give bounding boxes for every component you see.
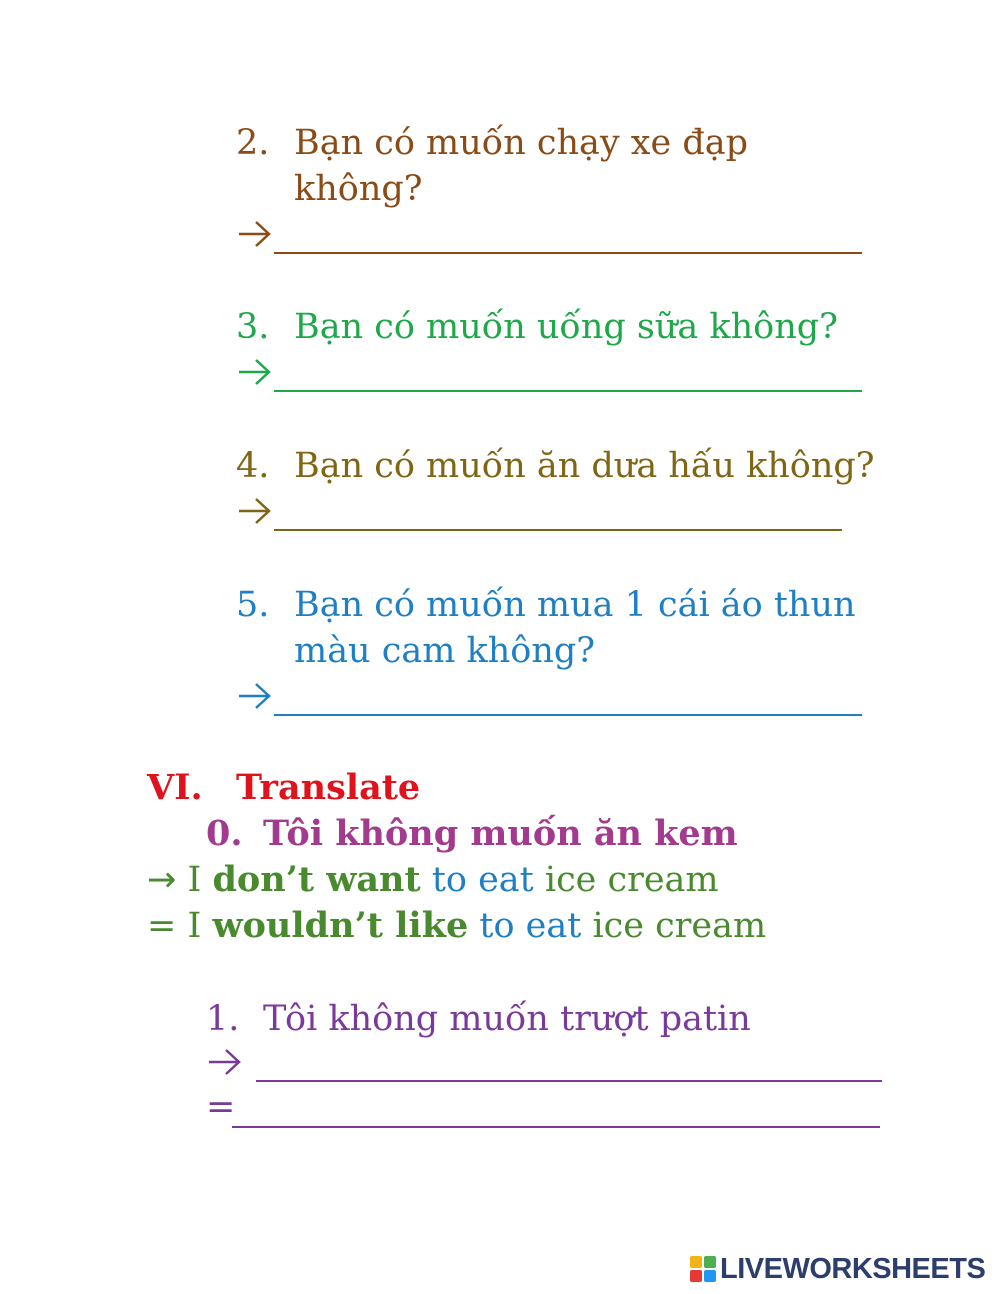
question-number: 1. [206,999,240,1039]
question-text: Bạn có muốn uống sữa không? [294,307,838,347]
question-text: Bạn có muốn mua 1 cái áo thun [294,585,856,625]
example-number: 0. [206,813,243,854]
example-answer-2 [147,903,766,949]
question-text-cont: màu cam không? [294,631,596,671]
liveworksheets-logo [690,1252,985,1286]
arrow-right-icon: → [147,860,177,900]
section-title: Translate [236,767,421,808]
verb-phrase: to eat [479,906,582,946]
arrow-right-icon [206,1042,242,1082]
answer-field-1a[interactable] [206,1042,882,1082]
pronoun: I [187,860,202,900]
object: ice cream [544,860,719,900]
equals-sign: = [147,906,177,946]
question-number: 5. [236,585,270,625]
question-number: 2. [236,123,270,163]
question-text: Bạn có muốn ăn dưa hấu không? [294,446,875,486]
answer-field-3[interactable] [236,352,862,392]
question-number: 4. [236,446,270,486]
pronoun: I [187,906,202,946]
key-phrase: wouldn’t like [212,905,469,946]
equals-sign: = [206,1087,236,1127]
question-text: Bạn có muốn chạy xe đạp [294,123,749,163]
section-number: VI. [147,767,203,808]
arrow-right-icon [236,214,272,254]
arrow-right-icon [236,352,272,392]
answer-field-2[interactable] [236,214,862,254]
answer-field-5[interactable] [236,676,862,716]
question-number: 3. [236,307,270,347]
logo-mark-icon [690,1256,716,1282]
verb-phrase: to eat [431,860,534,900]
arrow-right-icon [236,676,272,716]
arrow-right-icon [236,491,272,531]
question-text-cont: không? [294,169,423,209]
example-answer-1 [147,857,719,903]
object: ice cream [592,906,767,946]
question-text: Tôi không muốn trượt patin [263,999,751,1039]
answer-field-4[interactable] [236,491,842,531]
brand-name: LIVEWORKSHEETS [720,1252,986,1285]
example-sentence: Tôi không muốn ăn kem [263,813,738,854]
key-phrase: don’t want [212,859,421,900]
answer-field-1b[interactable] [206,1088,880,1128]
